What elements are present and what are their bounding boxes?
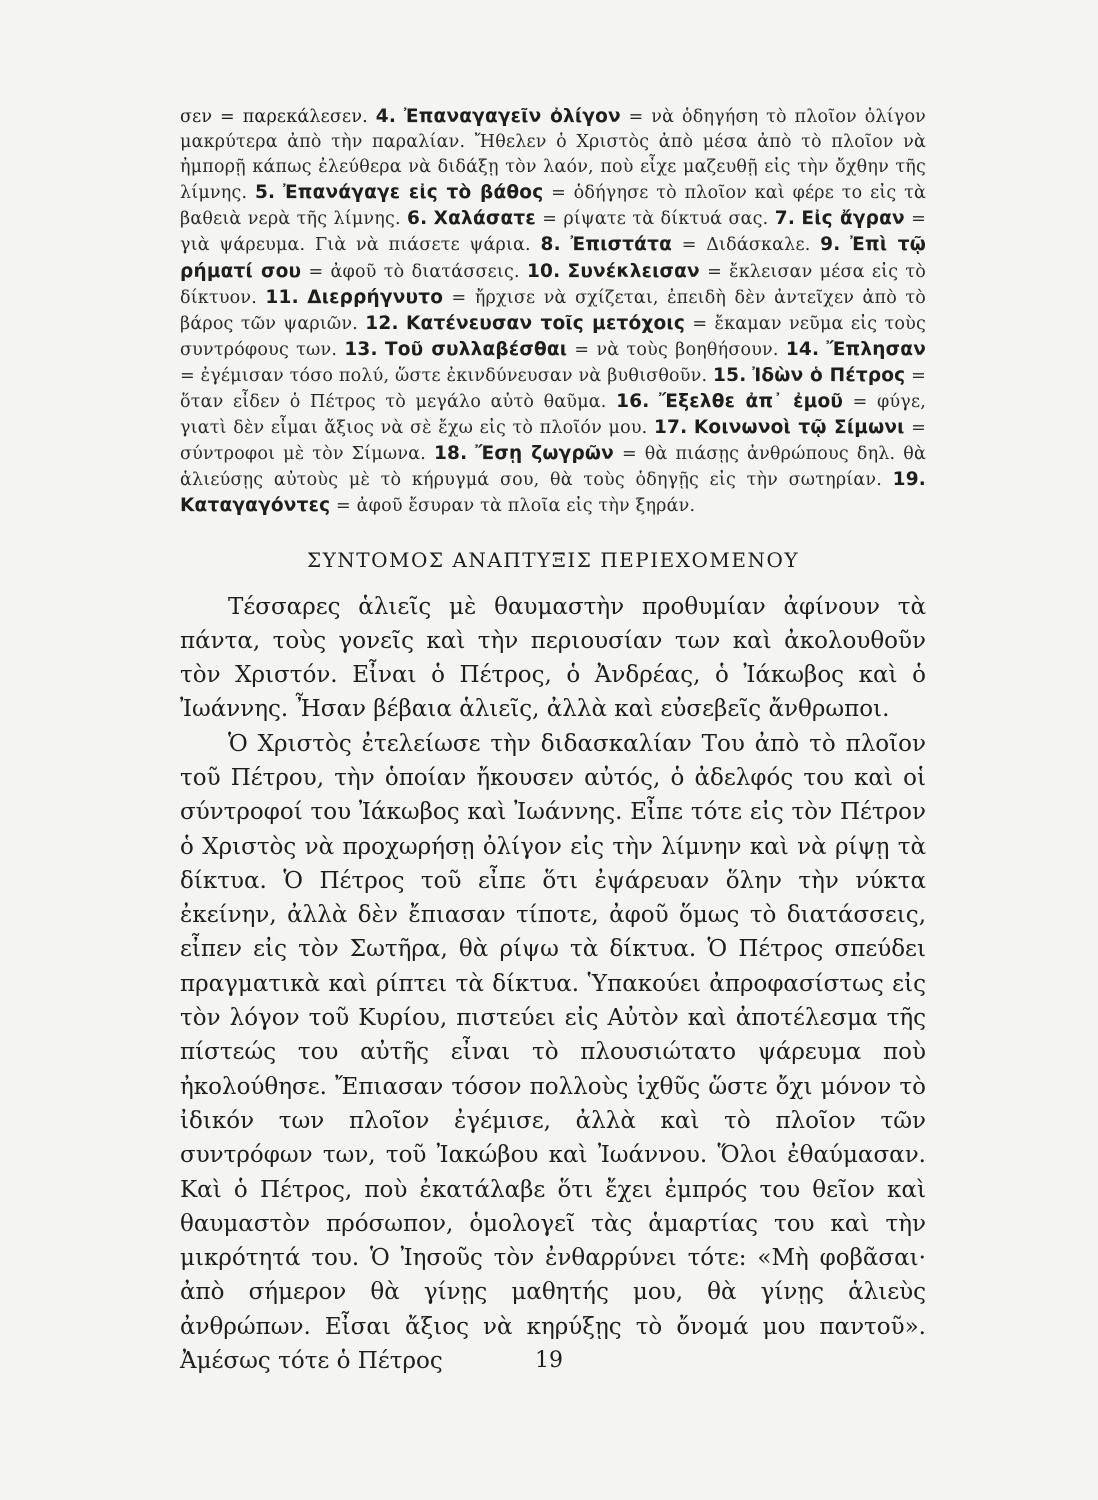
section-title: ΣΥΝΤΟΜΟΣ ΑΝΑΠΤΥΞΙΣ ΠΕΡΙΕΧΟΜΕΝΟΥ xyxy=(306,547,800,572)
glossary-entry xyxy=(344,340,778,360)
entry-term: Κατένευσαν τοῖς μετόχοις xyxy=(406,312,685,334)
entry-definition: = ἀφοῦ τὸ διατάσσεις. xyxy=(308,261,520,282)
entry-term: Τοῦ συλλαβέσθαι xyxy=(384,338,568,360)
glossary-entry xyxy=(407,209,768,229)
glossary-notes xyxy=(180,104,926,520)
entry-definition: = ἀφοῦ ἔσυραν τὰ πλοῖα εἰς τὴν ξηράν. xyxy=(336,496,696,517)
glossary-entry xyxy=(541,235,811,255)
entry-term: Διερρήγνυτο xyxy=(307,286,444,308)
entry-definition: = θὰ πιάσῃς ἀνθρώπους δηλ. θὰ ἁλιεύσῃς αὐτοὺς μὲ τὸ κήρυγμά σου, θὰ τοὺς ὁδηγῇς εἰς τὴν σωτηρίαν. xyxy=(180,444,927,491)
glossary-lead-in: σεν = παρεκάλεσεν. xyxy=(180,107,368,127)
entry-number: 11. xyxy=(265,286,299,308)
entry-number: 13. xyxy=(344,338,378,360)
summary-paragraph: Ὁ Χριστὸς ἐτελείωσε τὴν διδασκαλίαν Του ἀπὸ τὸ πλοῖον τοῦ Πέτρου, τὴν ὁποίαν ἤκουσεν αὐτός, ὁ ἀδελφός του καὶ οἱ σύντροφοί του Ἰάκωβος καὶ Ἰωάννης. Εἶπε τότε εἰς τὸν Πέτρον ὁ Χριστὸς νὰ προχωρήσῃ ὀλίγον εἰς τὴν λίμνην καὶ νὰ ρίψῃ τὰ δίκτυα. Ὁ Πέτρος τοῦ εἶπε ὅτι ἐψάρευαν ὅλην τὴν νύκτα ἐκείνην, ἀλλὰ δὲν ἔπιασαν τίποτε, ἀφοῦ ὅμως τὸ διατάσσεις, εἶπεν εἰς τὸν Σωτῆρα, θὰ ρίψω τὰ δίκτυα. Ὁ Πέτρος σπεύδει πραγματικὰ καὶ ρίπτει τὰ δίκτυα. Ὑπακούει ἀπροφασίστως εἰς τὸν λόγον τοῦ Κυρίου, πιστεύει εἰς Αὐτὸν καὶ ἀποτέλεσμα τῆς πίστεώς του αὐτῆς εἶναι τὸ πλουσιώτατο ψάρευμα ποὺ ἠκολούθησε. Ἔπιασαν τόσον πολλοὺς ἰχθῦς ὥστε ὄχι μόνον τὸ ἰδικόν των πλοῖον ἐγέμισε, ἀλλὰ καὶ τὸ πλοῖον τῶν συντρόφων των, τοῦ Ἰακώβου καὶ Ἰωάννου. Ὅλοι ἐθαύμασαν. Καὶ ὁ Πέτρος, ποὺ ἐκατάλαβε ὅτι ἔχει ἐμπρός του θεῖον καὶ θαυμαστὸν πρόσωπον, ὁμολογεῖ τὰς ἁμαρτίας του καὶ τὴν μικρότητά του. Ὁ Ἰησοῦς τὸν ἐνθαρρύνει τότε: «Μὴ φοβᾶσαι· ἀπὸ σήμερον θὰ γίνῃς μαθητής μου, θὰ γίνῃς ἁλιεὺς ἀνθρώπων. Εἶσαι ἄξιος νὰ κηρύξῃς τὸ ὄνομά μου παντοῦ». Ἀμέσως τότε ὁ Πέτρος xyxy=(180,730,926,1375)
entry-term: Εἰς ἄγραν xyxy=(801,208,905,230)
entry-number: 18. xyxy=(433,443,468,465)
entry-number: 7. xyxy=(774,208,796,230)
entry-definition: = ἐγέμισαν τόσο πολύ, ὥστε ἐκινδύνευσαν νὰ βυθισθοῦν. xyxy=(180,365,708,386)
summary-paragraph: Τέσσαρες ἁλιεῖς μὲ θαυμαστὴν προθυμίαν ἀφίνουν τὰ πάντα, τοὺς γονεῖς καὶ τὴν περιουσίαν των καὶ ἀκολουθοῦν τὸν Χριστόν. Εἶναι ὁ Πέτρος, ὁ Ἀνδρέας, ὁ Ἰάκωβος καὶ ὁ Ἰωάννης. Ἦσαν βέβαια ἁλιεῖς, ἀλλὰ καὶ εὐσεβεῖς ἄνθρωποι. xyxy=(180,593,926,723)
entry-number: 16. xyxy=(616,391,650,413)
entry-definition: = ἤρχισε νὰ σχίζεται, ἐπειδὴ δὲν ἀντεῖχεν ἀπὸ τὸ βάρος τῶν ψαριῶν. xyxy=(180,287,926,334)
entry-term: Ἐπιστάτα xyxy=(570,234,673,256)
entry-definition: = φύγε, γιατὶ δὲν εἶμαι ἄξιος νὰ σὲ ἔχω εἰς τὸ πλοῖόν μου. xyxy=(180,392,926,439)
entry-number: 6. xyxy=(407,208,428,230)
entry-term: Ἐπανάγαγε εἰς τὸ βάθος xyxy=(282,182,544,204)
entry-number: 14. xyxy=(785,338,820,360)
entry-term: Ἔξελθε ἀπ᾿ ἐμοῦ xyxy=(659,391,844,413)
entry-definition: = ὅταν εἶδεν ὁ Πέτρος τὸ μεγάλο αὐτὸ θαῦμα. xyxy=(180,365,927,413)
entry-number: 15. xyxy=(713,364,747,386)
entry-definition: = νὰ τοὺς βοηθήσουν. xyxy=(574,339,779,360)
entry-number: 10. xyxy=(526,260,561,282)
entry-term: Καταγαγόντες xyxy=(180,495,331,517)
entry-definition: = ρίψατε τὰ δίκτυά σας. xyxy=(542,209,769,230)
entry-definition: = γιὰ ψάρευμα. Γιὰ νὰ πιάσετε ψάρια. xyxy=(180,209,927,256)
entry-definition: = νὰ ὁδηγήση τὸ πλοῖον ὀλίγον μακρύτερα ἀπὸ τὴν παραλίαν. Ἤθελεν ὁ Χριστὸς ἀπὸ μέσα ἀπὸ τὸ πλοῖον νὰ ἠμπορῇ κάπως ἐλεύθερα νὰ διδάξῃ τὸν λαόν, ποὺ εἶχε μαζευθῇ εἰς τὴν ὄχθην τῆς λίμνης. xyxy=(180,107,927,204)
entry-number: 5. xyxy=(254,182,276,204)
entry-number: 17. xyxy=(653,417,688,439)
entry-term: Ἐπὶ τῷ ρήματί σου xyxy=(180,234,927,282)
entry-number: 4. xyxy=(375,106,397,127)
entry-term: Ἰδὼν ὁ Πέτρος xyxy=(752,364,906,386)
entry-term: Ἔπλησαν xyxy=(826,338,926,360)
entry-term: Ἐπαναγαγεῖν ὀλίγον xyxy=(403,106,621,127)
entry-term: Κοινωνοὶ τῷ Σίμωνι xyxy=(693,417,905,439)
entry-definition: = Διδάσκαλε. xyxy=(681,235,811,256)
entry-number: 9. xyxy=(820,234,841,256)
entry-definition: = ἔκλεισαν μέσα εἰς τὸ δίκτυον. xyxy=(180,261,927,308)
entry-number: 12. xyxy=(365,312,399,334)
entry-definition: = σύντροφοι μὲ τὸν Σίμωνα. xyxy=(180,418,926,465)
entry-term: Χαλάσατε xyxy=(433,208,536,230)
entry-number: 19. xyxy=(892,469,927,491)
entry-definition: = ὁδήγησε τὸ πλοῖον καὶ φέρε το εἰς τὰ βαθειὰ νερὰ τῆς λίμνης. xyxy=(180,183,927,230)
page-number: 19 xyxy=(535,1348,563,1373)
entry-term: Ἔσῃ ζωγρῶν xyxy=(475,443,614,465)
entry-term: Συνέκλεισαν xyxy=(567,260,700,282)
entry-definition: = ἔκαμαν νεῦμα εἰς τοὺς συντρόφους των. xyxy=(180,313,926,360)
entry-number: 8. xyxy=(540,234,561,256)
